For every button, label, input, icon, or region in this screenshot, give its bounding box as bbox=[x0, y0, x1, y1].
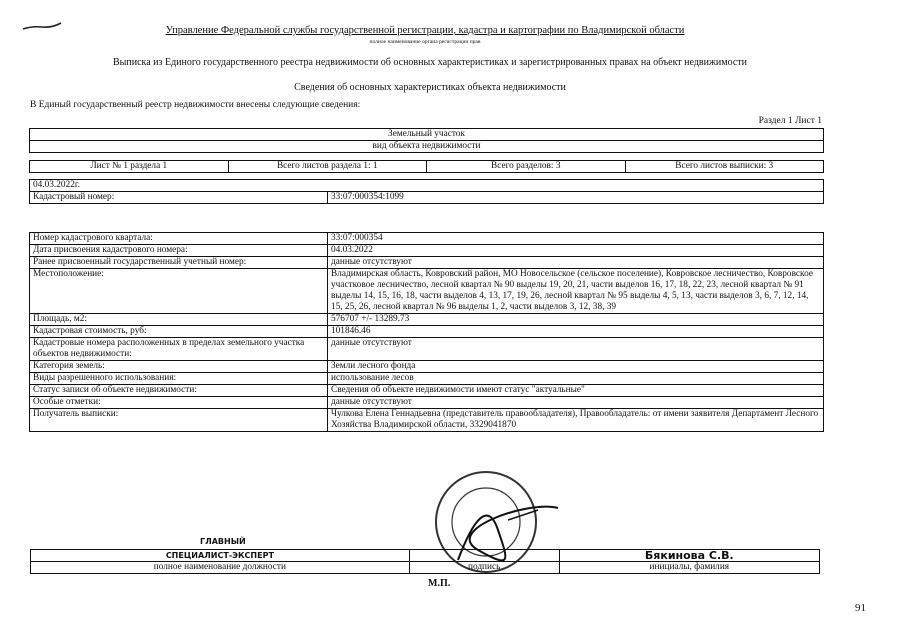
row-value: 101846.46 bbox=[328, 326, 824, 338]
official-name: Бякинова С.В. bbox=[559, 550, 819, 562]
pen-scribble-mark bbox=[22, 20, 62, 32]
row-value: использование лесов bbox=[328, 373, 824, 385]
table-row bbox=[30, 326, 824, 338]
row-label: Категория земель: bbox=[30, 361, 328, 373]
page-number: 91 bbox=[855, 602, 866, 614]
object-type-table bbox=[29, 128, 824, 153]
signature-table bbox=[30, 549, 820, 574]
characteristics-table bbox=[29, 232, 824, 432]
table-row bbox=[30, 233, 824, 245]
row-value: Чулкова Елена Геннадьевна (представитель правообладателя), Правообладатель: от имени заявителя Департамент Лесного Хозяйства Владимирской области, 3329041870 bbox=[328, 409, 824, 432]
row-value: Сведения об объекте недвижимости имеют статус "актуальные" bbox=[328, 385, 824, 397]
row-label: Ранее присвоенный государственный учетный номер: bbox=[30, 257, 328, 269]
object-type-caption: вид объекта недвижимости bbox=[30, 141, 824, 153]
name-caption: инициалы, фамилия bbox=[559, 562, 819, 574]
row-label: Статус записи об объекте недвижимости: bbox=[30, 385, 328, 397]
row-label: Особые отметки: bbox=[30, 397, 328, 409]
signature-caption: подпись bbox=[409, 562, 559, 574]
table-row bbox=[30, 257, 824, 269]
row-label: Получатель выписки: bbox=[30, 409, 328, 432]
table-row bbox=[30, 385, 824, 397]
row-value: данные отсутствуют bbox=[328, 338, 824, 361]
row-label: Виды разрешенного использования: bbox=[30, 373, 328, 385]
table-row bbox=[30, 361, 824, 373]
cadastral-number-value: 33:07:000354:1099 bbox=[328, 192, 824, 204]
row-value: Земли лесного фонда bbox=[328, 361, 824, 373]
row-label: Кадастровые номера расположенных в пределах земельного участка объектов недвижимости: bbox=[30, 338, 328, 361]
table-row bbox=[30, 269, 824, 314]
cadastral-number-label: Кадастровый номер: bbox=[30, 192, 328, 204]
row-label: Местоположение: bbox=[30, 269, 328, 314]
object-type: Земельный участок bbox=[30, 129, 824, 141]
table-row bbox=[30, 314, 824, 326]
row-value: 576707 +/- 13289.73 bbox=[328, 314, 824, 326]
total-sheets-extract: Всего листов выписки: 3 bbox=[625, 161, 824, 173]
position-title: СПЕЦИАЛИСТ-ЭКСПЕРТ bbox=[31, 550, 410, 562]
row-value: Владимирская область, Ковровский район, МО Новосельское (сельское поселение), Ковровское лесничество, Ковровское участковое лесничество, лесной квартал № 90 выделы 19, 20, 21, части выделов 16, 17, 18, 22, 23, лесной квартал № 91 выделы 14, 15, 16, 18, части выделов 4, 13, 17, 19, 26, лесной квартал № 95 выделы 4, 5, 13, части выделов 3, 6, 7, 12, 14, 15, 25, 26, лесной квартал № 96 выделы 1, 2, части выделов 3, 12, 38, 39 bbox=[328, 269, 824, 314]
table-row bbox=[30, 245, 824, 257]
intro-text: В Единый государственный реестр недвижимости внесены следующие сведения: bbox=[30, 100, 361, 110]
table-row bbox=[30, 409, 824, 432]
row-value: 33:07:000354 bbox=[328, 233, 824, 245]
row-label: Номер кадастрового квартала: bbox=[30, 233, 328, 245]
table-row bbox=[30, 397, 824, 409]
row-label: Площадь, м2: bbox=[30, 314, 328, 326]
row-label: Дата присвоения кадастрового номера: bbox=[30, 245, 328, 257]
total-sections: Всего разделов: 3 bbox=[427, 161, 626, 173]
sheet-reference: Раздел 1 Лист 1 bbox=[758, 116, 822, 126]
position-caption: полное наименование должности bbox=[31, 562, 410, 574]
authority-name: Управление Федеральной службы государственной регистрации, кадастра и картографии по Владимирской области bbox=[165, 25, 685, 36]
row-label: Кадастровая стоимость, руб: bbox=[30, 326, 328, 338]
row-value: 04.03.2022 bbox=[328, 245, 824, 257]
stamp-place-label: М.П. bbox=[428, 578, 451, 589]
row-value: данные отсутствуют bbox=[328, 257, 824, 269]
extract-title: Выписка из Единого государственного реестра недвижимости об основных характеристиках и зарегистрированных правах на объект недвижимости bbox=[112, 57, 747, 68]
section-title: Сведения об основных характеристиках объекта недвижимости bbox=[294, 82, 566, 93]
table-row bbox=[30, 338, 824, 361]
authority-caption: полное наименование органа регистрации прав bbox=[369, 39, 481, 45]
table-row bbox=[30, 373, 824, 385]
sheets-info-table bbox=[29, 160, 824, 173]
sheet-number: Лист № 1 раздела 1 bbox=[30, 161, 229, 173]
date-cadastral-table bbox=[29, 179, 824, 204]
total-sheets-section: Всего листов раздела 1: 1 bbox=[228, 161, 427, 173]
position-line1: ГЛАВНЫЙ bbox=[200, 537, 246, 546]
row-value: данные отсутствуют bbox=[328, 397, 824, 409]
extract-date: 04.03.2022г. bbox=[30, 180, 824, 192]
